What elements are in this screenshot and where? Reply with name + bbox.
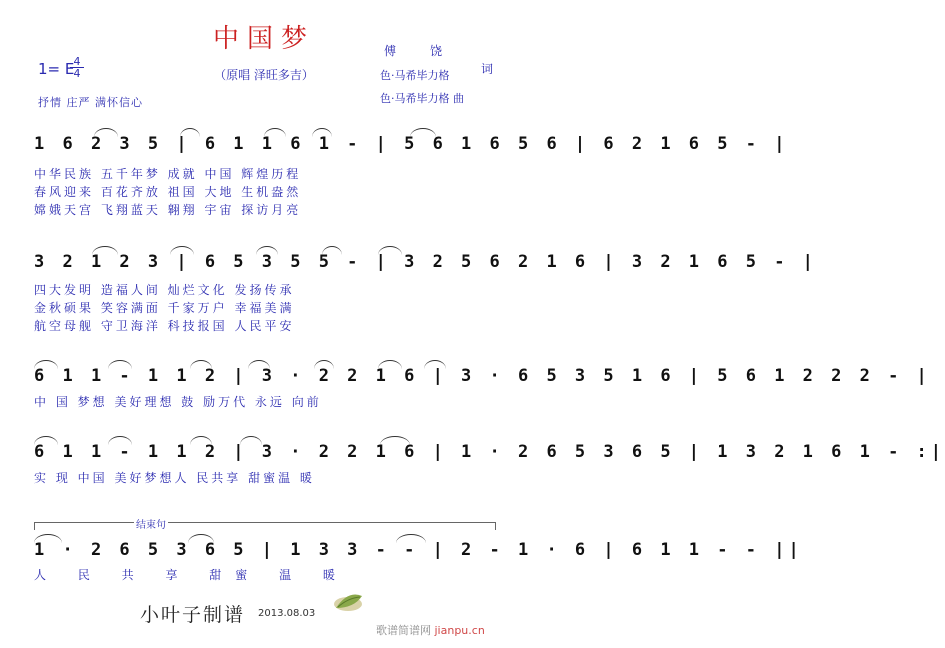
- notation-system-2: 3 2 1 2 3 | 6 5 3 5 5 - | 3 2 5 6 2 1 6 | 3 2 1 6 5 - |: [34, 252, 817, 272]
- slur: [94, 128, 118, 137]
- time-signature-bottom: 4: [73, 67, 81, 80]
- transcription-date: 2013.08.03: [258, 608, 316, 619]
- slur: [312, 128, 332, 137]
- slur: [190, 436, 212, 445]
- lyrics-system-2-verse-2: 金秋硕果 笑容满面 千家万户 幸福美满: [34, 301, 295, 315]
- slur: [34, 360, 58, 369]
- slur: [264, 128, 286, 137]
- lyricist: 傅饶: [384, 44, 477, 58]
- slur: [108, 436, 132, 445]
- slur: [410, 128, 436, 137]
- slur: [240, 436, 262, 445]
- slur: [378, 360, 402, 369]
- composer-line-1: 色·马希毕力格: [380, 69, 450, 82]
- transcriber-signature: 小叶子制谱: [140, 604, 246, 626]
- slur: [248, 360, 270, 369]
- key-signature: 1= E: [38, 60, 75, 78]
- leaf-icon: [330, 586, 366, 616]
- lyrics-system-5: 人 民 共 享 甜蜜 温 暖: [34, 568, 349, 582]
- time-signature: [70, 56, 84, 79]
- notation-system-1: 1 6 2 3 5 | 6 1 1 6 1 - | 5 6 1 6 5 6 | 6 2 1 6 5 - |: [34, 134, 789, 154]
- ending-bracket-left-tick: [34, 522, 35, 530]
- slur: [34, 534, 62, 543]
- slur: [170, 246, 194, 255]
- lyrics-system-4: 实 现 中国 美好梦想人 民共享 甜蜜温 暖: [34, 471, 315, 485]
- lyricist-role: 词: [481, 62, 494, 76]
- original-singer: （原唱 泽旺多吉）: [214, 68, 314, 82]
- lyrics-system-2-verse-1: 四大发明 造福人间 灿烂文化 发扬传承: [34, 283, 295, 297]
- watermark-domain: jianpu.cn: [434, 624, 485, 637]
- watermark: [376, 622, 485, 638]
- slur: [396, 534, 426, 543]
- slur: [378, 246, 402, 255]
- slur: [424, 360, 446, 369]
- notation-system-4: 6 1 1 - 1 1 2 | 3 · 2 2 1 6 | 1 · 2 6 5 3 6 5 | 1 3 2 1 6 1 - :|: [34, 442, 945, 462]
- lyrics-system-2-verse-3: 航空母舰 守卫海洋 科技报国 人民平安: [34, 319, 295, 333]
- expression-marking: 抒情 庄严 满怀信心: [38, 96, 143, 109]
- slur: [108, 360, 132, 369]
- slur: [188, 534, 214, 543]
- composer-line-2: 色·马希毕力格 曲: [380, 92, 464, 105]
- lyrics-system-1-verse-1: 中华民族 五千年梦 成就 中国 辉煌历程: [34, 167, 302, 181]
- lyrics-system-1-verse-2: 春风迎来 百花齐放 祖国 大地 生机盎然: [34, 185, 302, 199]
- slur: [314, 360, 334, 369]
- slur: [180, 128, 200, 137]
- time-signature-top: 4: [70, 56, 84, 68]
- notation-system-5: 1 · 2 6 5 3 6 5 | 1 3 3 - - | 2 - 1 · 6 | 6 1 1 - - ||: [34, 540, 803, 560]
- lyrics-system-1-verse-3: 嫦娥天宫 飞翔蓝天 翱翔 宇宙 探访月亮: [34, 203, 302, 217]
- ending-bracket-right-tick: [495, 522, 496, 530]
- slur: [34, 436, 58, 445]
- lyrics-system-3: 中 国 梦想 美好理想 鼓 励万代 永远 向前: [34, 395, 322, 409]
- slur: [190, 360, 212, 369]
- watermark-site-name: 歌谱简谱网: [376, 624, 431, 637]
- song-title: 中国梦: [212, 24, 315, 54]
- slur: [256, 246, 278, 255]
- ending-label: 结束句: [134, 516, 168, 531]
- slur: [322, 246, 342, 255]
- slur: [380, 436, 410, 445]
- ending-bracket: [34, 522, 496, 523]
- slur: [92, 246, 118, 255]
- notation-system-3: 6 1 1 - 1 1 2 | 3 · 2 2 1 6 | 3 · 6 5 3 5 1 6 | 5 6 1 2 2 2 - |: [34, 366, 931, 386]
